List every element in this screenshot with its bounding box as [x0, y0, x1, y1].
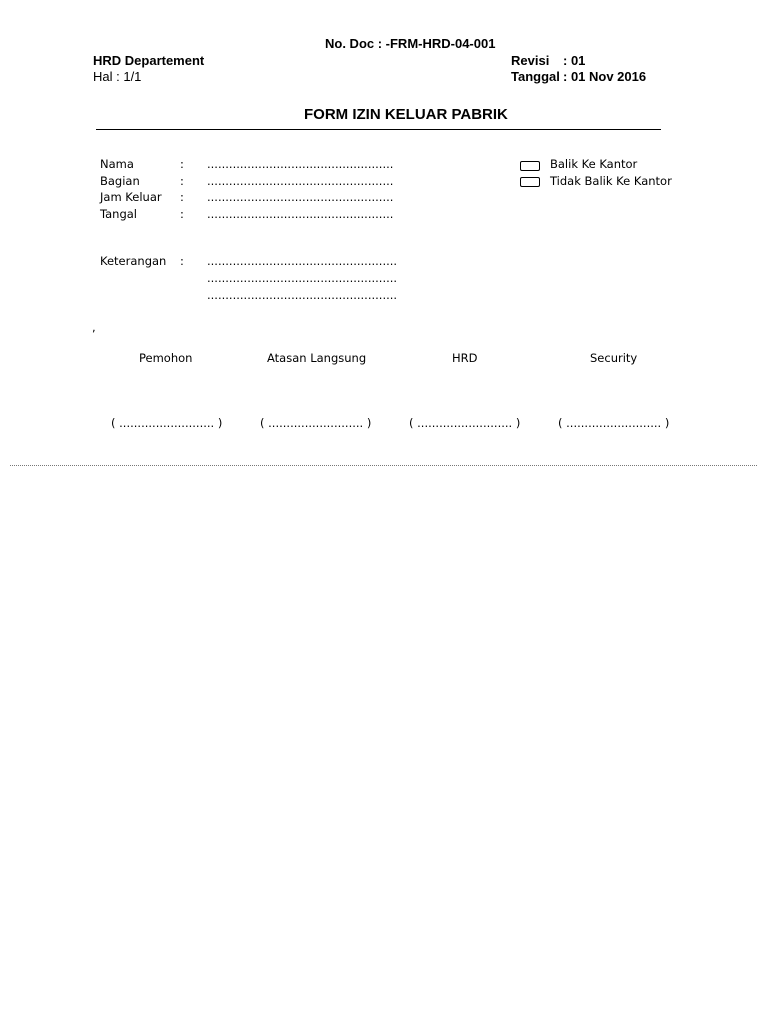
date-label: Tanggal: [511, 69, 560, 84]
signature-role-security: Security: [590, 351, 638, 365]
option-label-balik-ke-kantor: Balik Ke Kantor: [550, 157, 638, 171]
checkbox-balik-ke-kantor[interactable]: [520, 161, 540, 171]
checkbox-tidak-balik-ke-kantor[interactable]: [520, 177, 540, 187]
form-title: FORM IZIN KELUAR PABRIK: [304, 106, 508, 123]
option-label-tidak-balik-ke-kantor: Tidak Balik Ke Kantor: [550, 174, 672, 188]
date-value: : 01 Nov 2016: [563, 69, 647, 84]
field-colon: :: [180, 190, 184, 204]
page-number: Hal : 1/1: [93, 69, 142, 84]
keterangan-line-3[interactable]: ....................................................: [207, 288, 398, 302]
keterangan-line-1[interactable]: ....................................................: [207, 254, 398, 268]
department-name: HRD Departement: [93, 53, 205, 68]
field-input-bagian[interactable]: ...................................................: [207, 174, 394, 188]
signature-role-hrd: HRD: [452, 351, 478, 365]
field-colon: :: [180, 207, 184, 221]
field-colon: :: [180, 157, 184, 171]
keterangan-label: Keterangan: [100, 254, 167, 268]
signature-blank-pemohon[interactable]: ( .......................... ): [111, 416, 223, 430]
revision-value: : 01: [563, 53, 586, 68]
signature-blank-hrd[interactable]: ( .......................... ): [409, 416, 521, 430]
revision-label: Revisi: [511, 53, 550, 68]
signature-role-atasan-langsung: Atasan Langsung: [267, 351, 367, 365]
title-underline: [96, 129, 661, 130]
field-label-tangal: Tangal: [100, 207, 137, 221]
field-input-jam-keluar[interactable]: ...................................................: [207, 190, 394, 204]
field-input-tangal[interactable]: ...................................................: [207, 207, 394, 221]
field-label-bagian: Bagian: [100, 174, 140, 188]
cut-line-divider: [10, 465, 757, 466]
field-label-nama: Nama: [100, 157, 134, 171]
signature-blank-atasan-langsung[interactable]: ( .......................... ): [260, 416, 372, 430]
doc-number: No. Doc : -FRM-HRD-04-001: [325, 36, 496, 51]
signature-role-pemohon: Pemohon: [139, 351, 193, 365]
field-colon: :: [180, 174, 184, 188]
field-label-jam-keluar: Jam Keluar: [100, 190, 162, 204]
keterangan-colon: :: [180, 254, 184, 268]
comma-mark: ,: [92, 320, 96, 334]
signature-blank-security[interactable]: ( .......................... ): [558, 416, 670, 430]
field-input-nama[interactable]: ...................................................: [207, 157, 394, 171]
keterangan-line-2[interactable]: ....................................................: [207, 271, 398, 285]
